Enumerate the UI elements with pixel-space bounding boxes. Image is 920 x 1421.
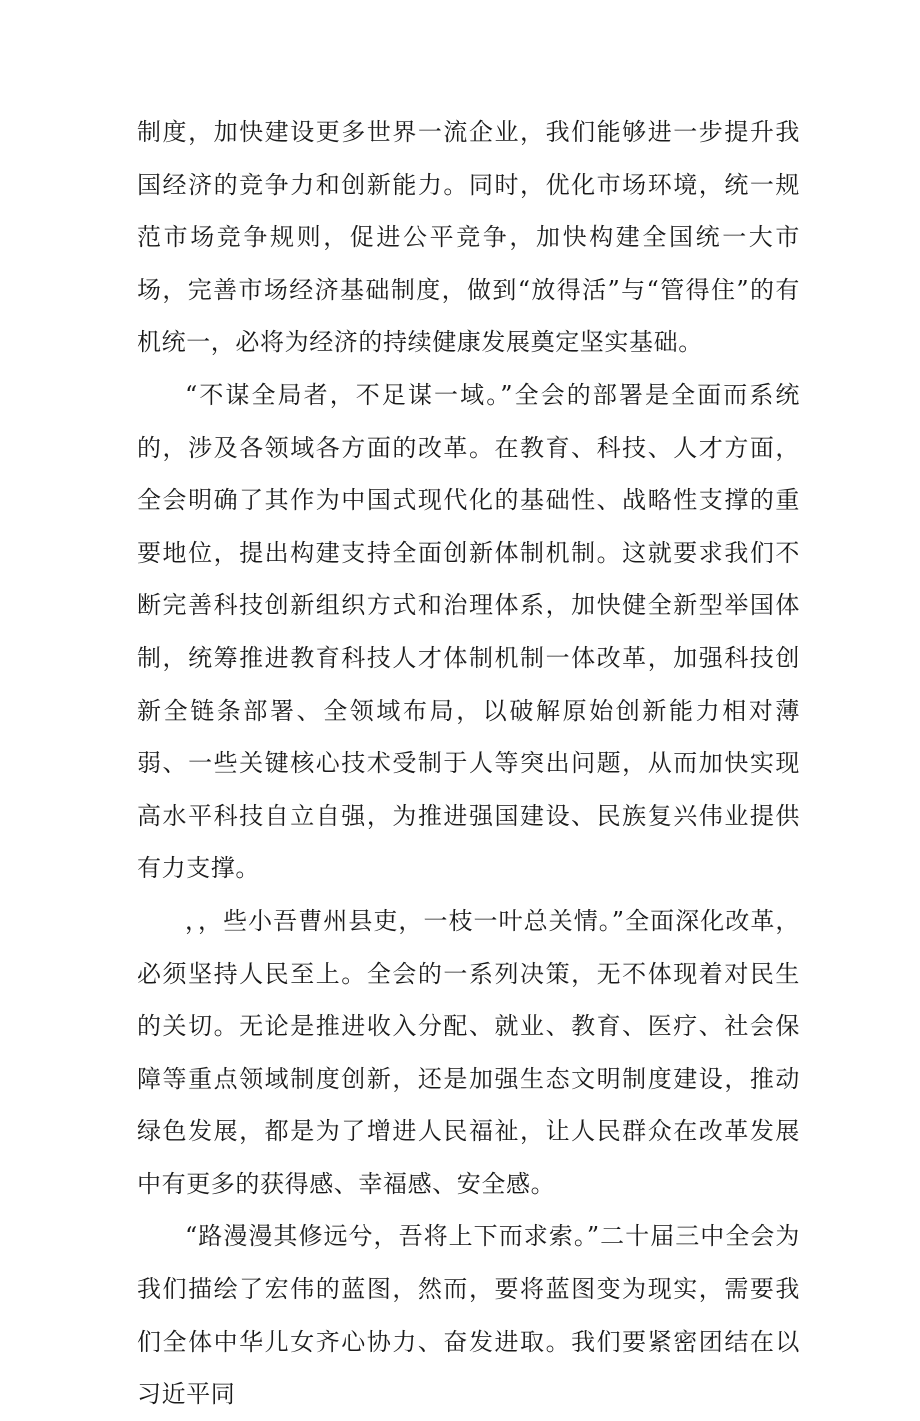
paragraph-continuation: 制度，加快建设更多世界一流企业，我们能够进一步提升我国经济的竞争力和创新能力。同时，优化市场环境，统一规范市场竞争规则，促进公平竞争，加快构建全国统一大市场，完善市场经济基础制度，做到“放得活”与“管得住”的有机统一，必将为经济的持续健康发展奠定坚实基础。 xyxy=(137,118,800,357)
paragraph-overall-planning: “不谋全局者，不足谋一域。”全会的部署是全面而系统的，涉及各领域各方面的改革。在教育、科技、人才方面，全会明确了其作为中国式现代化的基础性、战略性支撑的重要地位，提出构建支持全面创新体制机制。这就要求我们不断完善科技创新组织方式和治理体系，加快健全新型举国体制，统筹推进教育科技人才体制机制一体改革，加强科技创新全链条部署、全领域布局，以破解原始创新能力相对薄弱、一些关键核心技术受制于人等突出问题，从而加快实现高水平科技自立自强，为推进强国建设、民族复兴伟业提供有力支撑。 xyxy=(137,380,800,883)
paragraph-blueprint: “路漫漫其修远兮，吾将上下而求索。”二十届三中全会为我们描绘了宏伟的蓝图，然而，要将蓝图变为现实，需要我们全体中华儿女齐心协力、奋发进取。我们要紧密团结在以习近平同 xyxy=(137,1222,800,1409)
document-body xyxy=(137,106,800,1421)
paragraph-people-first: ，，些小吾曹州县吏，一枝一叶总关情。”全面深化改革，必须坚持人民至上。全会的一系列决策，无不体现着对民生的关切。无论是推进收入分配、就业、教育、医疗、社会保障等重点领域制度创新，还是加强生态文明制度建设，推动绿色发展，都是为了增进人民福祉，让人民群众在改革发展中有更多的获得感、幸福感、安全感。 xyxy=(137,906,800,1198)
